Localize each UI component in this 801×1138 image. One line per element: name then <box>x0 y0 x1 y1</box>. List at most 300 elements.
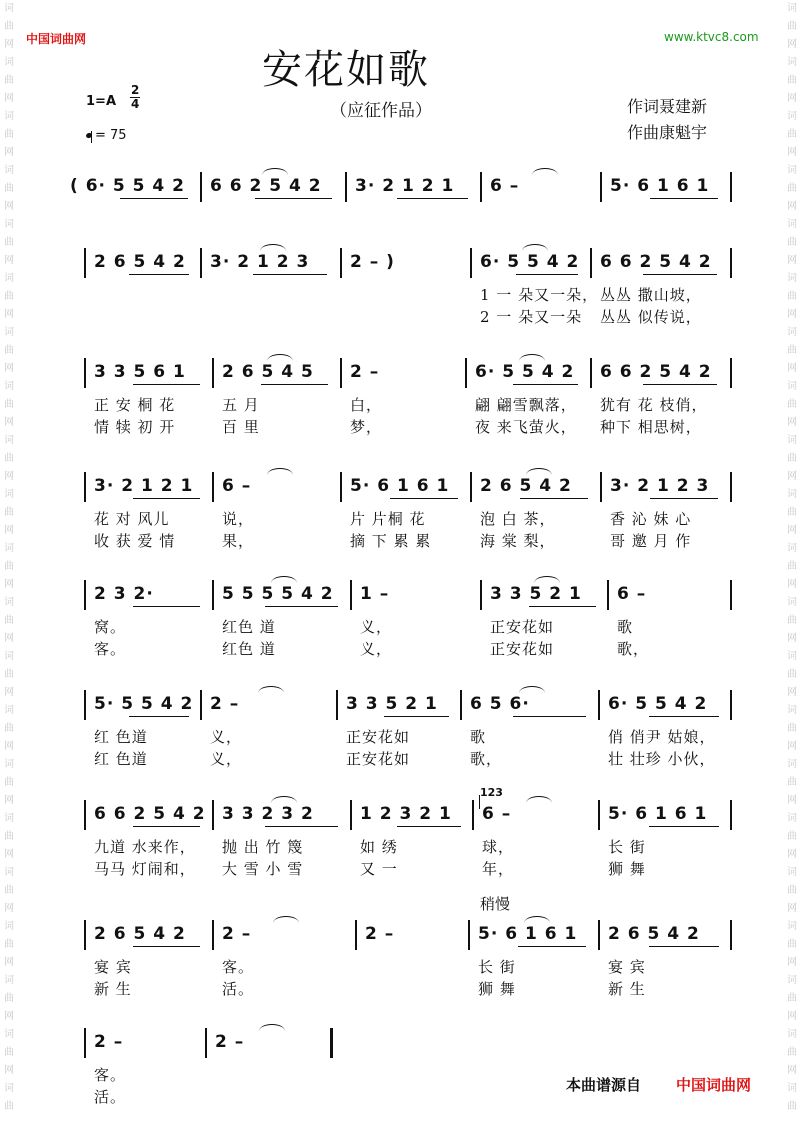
barline <box>480 172 482 202</box>
barline <box>200 248 202 278</box>
lyric-verse-2: 大 雪 小 雪 <box>222 860 304 878</box>
watermark-char: 网 <box>4 525 14 536</box>
watermark-char: 曲 <box>4 399 14 410</box>
slur-mark <box>260 244 286 251</box>
watermark-char: 网 <box>4 741 14 752</box>
watermark-char: 网 <box>4 417 14 428</box>
watermark-char: 词 <box>787 3 797 14</box>
slur-mark <box>259 1024 285 1031</box>
barline <box>730 248 732 278</box>
watermark-char: 词 <box>4 1029 14 1040</box>
watermark-char: 词 <box>787 759 797 770</box>
watermark-char: 词 <box>4 597 14 608</box>
barline <box>598 800 600 830</box>
watermark-char: 词 <box>787 273 797 284</box>
beam-underline <box>133 384 200 385</box>
lyric-verse-2: 红 色道 <box>94 750 148 768</box>
watermark-char: 词 <box>4 57 14 68</box>
beam-underline <box>255 198 332 199</box>
lyric-verse-2: 活。 <box>222 980 255 998</box>
beam-underline <box>516 274 578 275</box>
measure-notes: 6 6 2 5 4 2 <box>600 362 712 382</box>
barline <box>84 800 86 830</box>
watermark-char: 词 <box>4 759 14 770</box>
watermark-char: 词 <box>787 165 797 176</box>
barline <box>600 172 602 202</box>
source-site-link[interactable]: 中国词曲网 <box>676 1076 752 1094</box>
watermark-char: 曲 <box>4 291 14 302</box>
measure-notes: 2 6 5 4 2 <box>480 476 572 496</box>
lyric-verse-2: 壮 壮珍 小伙， <box>608 750 716 768</box>
beam-underline <box>649 826 719 827</box>
watermark-char: 网 <box>787 39 797 50</box>
measure-notes: 6 6 2 5 4 2 <box>94 804 206 824</box>
lyric-verse-2: 梦， <box>350 418 383 436</box>
slur-mark <box>519 686 545 693</box>
measure-notes: 6 – <box>490 176 520 196</box>
barline <box>212 920 214 950</box>
lyric-verse-1: 香 沁 妹 心 <box>610 510 692 528</box>
measure-notes: 3 3 2 3 2 <box>222 804 314 824</box>
lyric-verse-2: 摘 下 累 累 <box>350 532 432 550</box>
lyric-verse-1: 宴 宾 <box>608 958 646 976</box>
time-signature <box>130 84 140 111</box>
watermark-char: 网 <box>4 849 14 860</box>
measure-notes: 3· 2 1 2 1 <box>94 476 194 496</box>
lyric-verse-1: 五 月 <box>222 396 260 414</box>
watermark-char: 网 <box>4 795 14 806</box>
watermark-char: 曲 <box>787 507 797 518</box>
watermark-char: 曲 <box>4 453 14 464</box>
watermark-char: 网 <box>787 579 797 590</box>
time-signature-denominator: 4 <box>131 97 140 111</box>
watermark-char: 曲 <box>787 939 797 950</box>
watermark-char: 曲 <box>787 993 797 1004</box>
lyric-verse-2: 狮 舞 <box>608 860 646 878</box>
measure-notes: 6· 5 5 4 2 <box>480 252 580 272</box>
lyric-verse-1: 抛 出 竹 篾 <box>222 838 304 856</box>
slur-mark <box>526 468 552 475</box>
watermark-char: 曲 <box>4 507 14 518</box>
watermark-char: 曲 <box>4 831 14 842</box>
watermark-char: 曲 <box>4 993 14 1004</box>
barline <box>598 920 600 950</box>
measure-notes: 2 – <box>365 924 395 944</box>
watermark-char: 词 <box>4 975 14 986</box>
measure-notes: 2 – <box>215 1032 245 1052</box>
watermark-char: 网 <box>787 1065 797 1076</box>
watermark-char: 曲 <box>787 885 797 896</box>
measure-notes: 1 2 3 2 1 <box>360 804 452 824</box>
watermark-char: 网 <box>4 363 14 374</box>
watermark-char: 网 <box>787 849 797 860</box>
measure-notes: 3 3 5 6 1 <box>94 362 186 382</box>
lyric-verse-2: 歌， <box>617 640 650 658</box>
barline <box>84 358 86 388</box>
watermark-char: 词 <box>4 921 14 932</box>
watermark-char: 网 <box>787 309 797 320</box>
measure-notes: 6 – <box>222 476 252 496</box>
beam-underline <box>129 274 189 275</box>
measure-notes: 2 6 5 4 2 <box>94 252 186 272</box>
site-url-right[interactable]: www.ktvc8.com <box>664 30 759 44</box>
lyric-verse-1: 歌 <box>617 618 634 636</box>
volta-ending-label: 123 <box>480 786 503 799</box>
beam-underline <box>384 716 449 717</box>
watermark-char: 网 <box>4 471 14 482</box>
beam-underline <box>643 384 717 385</box>
watermark-char: 网 <box>787 363 797 374</box>
watermark-char: 词 <box>4 381 14 392</box>
slur-mark <box>258 686 284 693</box>
watermark-char: 网 <box>787 1011 797 1022</box>
lyric-verse-1: 翩 翩雪飘落， <box>475 396 577 414</box>
watermark-char: 词 <box>787 867 797 878</box>
barline <box>468 920 470 950</box>
slur-mark <box>519 354 545 361</box>
site-name-left[interactable]: 中国词曲网 <box>26 32 87 46</box>
measure-notes: 5· 6 1 6 1 <box>478 924 578 944</box>
lyric-verse-1: 歌 <box>470 728 487 746</box>
measure-notes: 6 6 2 5 4 2 <box>600 252 712 272</box>
beam-underline <box>513 716 586 717</box>
barline <box>480 580 482 610</box>
staff-system <box>0 472 801 582</box>
beam-underline <box>253 274 327 275</box>
watermark-char: 曲 <box>787 831 797 842</box>
lyric-verse-2: 百 里 <box>222 418 260 436</box>
lyric-verse-1: 说， <box>222 510 255 528</box>
barline <box>730 172 732 202</box>
measure-notes: 2 6 5 4 2 <box>608 924 700 944</box>
watermark-char: 词 <box>4 165 14 176</box>
watermark-char: 曲 <box>4 183 14 194</box>
lyric-verse-1: 长 街 <box>478 958 516 976</box>
lyric-verse-2: 狮 舞 <box>478 980 516 998</box>
slur-mark <box>273 916 299 923</box>
barline <box>350 580 352 610</box>
watermark-char: 网 <box>787 957 797 968</box>
barline <box>200 172 202 202</box>
watermark-char: 网 <box>4 1011 14 1022</box>
lyric-verse-1: 白， <box>350 396 383 414</box>
slur-mark <box>524 916 550 923</box>
measure-notes: 5· 6 1 6 1 <box>350 476 450 496</box>
watermark-char: 网 <box>787 417 797 428</box>
measure-notes: 5· 5 5 4 2 <box>94 694 194 714</box>
watermark-char: 网 <box>787 741 797 752</box>
tempo-marking <box>86 128 127 143</box>
barline <box>600 472 602 502</box>
barline <box>730 580 732 610</box>
watermark-char: 曲 <box>4 777 14 788</box>
watermark-char: 网 <box>787 525 797 536</box>
barline <box>350 800 352 830</box>
lyric-verse-1: 九道 水来作， <box>94 838 196 856</box>
watermark-char: 词 <box>4 813 14 824</box>
lyric-verse-1: 客。 <box>94 1066 127 1084</box>
watermark-char: 词 <box>4 435 14 446</box>
barline <box>730 690 732 720</box>
watermark-char: 曲 <box>787 291 797 302</box>
watermark-char: 网 <box>787 201 797 212</box>
watermark-char: 网 <box>4 903 14 914</box>
lyric-verse-2: 夜 来飞萤火， <box>475 418 577 436</box>
lyric-verse-1: 片 片桐 花 <box>350 510 426 528</box>
measure-notes: ( 6· 5 5 4 2 <box>70 176 185 196</box>
staff-system <box>0 920 801 1030</box>
lyric-verse-2: 果， <box>222 532 255 550</box>
watermark-char: 曲 <box>787 723 797 734</box>
staff-system <box>0 580 801 690</box>
watermark-char: 词 <box>4 219 14 230</box>
barline <box>212 800 214 830</box>
measure-notes: 2 – <box>210 694 240 714</box>
watermark-char: 曲 <box>787 399 797 410</box>
barline <box>84 580 86 610</box>
slur-mark <box>267 468 293 475</box>
watermark-char: 词 <box>787 543 797 554</box>
slur-mark <box>532 168 558 175</box>
barline <box>730 358 732 388</box>
lyric-verse-2: 年， <box>482 860 515 878</box>
barline <box>730 472 732 502</box>
lyric-verse-1: 1 一 朵又一朵， <box>480 286 599 304</box>
beam-underline <box>390 498 458 499</box>
lyric-verse-1: 犹有 花 枝俏， <box>600 396 708 414</box>
slur-mark <box>534 576 560 583</box>
measure-notes: 3 3 5 2 1 <box>490 584 582 604</box>
watermark-char: 词 <box>4 111 14 122</box>
watermark-char: 网 <box>787 147 797 158</box>
watermark-char: 曲 <box>4 129 14 140</box>
lyric-verse-1: 客。 <box>222 958 255 976</box>
watermark-char: 曲 <box>787 183 797 194</box>
barline <box>84 690 86 720</box>
measure-notes: 2 – <box>350 362 380 382</box>
watermark-char: 曲 <box>4 75 14 86</box>
watermark-char: 词 <box>787 111 797 122</box>
watermark-char: 曲 <box>787 561 797 572</box>
barline <box>212 580 214 610</box>
measure-notes: 5· 6 1 6 1 <box>608 804 708 824</box>
watermark-char: 网 <box>4 687 14 698</box>
barline <box>598 690 600 720</box>
lyric-verse-1: 窝。 <box>94 618 127 636</box>
slur-mark <box>526 796 552 803</box>
watermark-char: 网 <box>787 795 797 806</box>
measure-notes: 5· 6 1 6 1 <box>610 176 710 196</box>
watermark-char: 网 <box>4 633 14 644</box>
beam-underline <box>649 716 719 717</box>
barline <box>340 248 342 278</box>
staff-system <box>0 786 801 910</box>
watermark-char: 网 <box>4 93 14 104</box>
lyricist-credit: 作词聂建新 <box>627 97 708 116</box>
beam-underline <box>643 274 717 275</box>
beam-underline <box>650 198 718 199</box>
barline <box>330 1028 333 1058</box>
beam-underline <box>397 198 468 199</box>
watermark-char: 网 <box>4 957 14 968</box>
tempo-value: = 75 <box>95 128 127 143</box>
lyric-verse-2: 客。 <box>94 640 127 658</box>
barline <box>470 248 472 278</box>
barline <box>84 920 86 950</box>
beam-underline <box>261 384 328 385</box>
watermark-char: 网 <box>4 255 14 266</box>
measure-notes: 6 5 6· <box>470 694 530 714</box>
slur-mark <box>262 168 288 175</box>
measure-notes: 6· 5 5 4 2 <box>475 362 575 382</box>
time-signature-numerator: 2 <box>131 83 140 97</box>
beam-underline <box>397 826 461 827</box>
watermark-char: 网 <box>4 1065 14 1076</box>
measure-notes: 2 6 5 4 5 <box>222 362 314 382</box>
barline <box>472 800 474 830</box>
watermark-char: 曲 <box>4 885 14 896</box>
watermark-char: 词 <box>787 327 797 338</box>
lyric-verse-2: 种下 相思树， <box>600 418 702 436</box>
watermark-char: 词 <box>4 651 14 662</box>
watermark-char: 词 <box>4 273 14 284</box>
watermark-char: 词 <box>787 651 797 662</box>
lyric-verse-2: 义， <box>360 640 393 658</box>
lyric-verse-2: 海 棠 梨， <box>480 532 556 550</box>
beam-underline <box>133 826 200 827</box>
watermark-char: 曲 <box>4 345 14 356</box>
key-signature: 1=A <box>86 94 116 109</box>
barline <box>460 690 462 720</box>
watermark-char: 曲 <box>787 615 797 626</box>
watermark-char: 词 <box>787 219 797 230</box>
slur-mark <box>271 796 297 803</box>
watermark-char: 曲 <box>787 345 797 356</box>
measure-notes: 3· 2 1 2 1 <box>355 176 455 196</box>
barline <box>340 358 342 388</box>
watermark-char: 曲 <box>4 1101 14 1112</box>
slur-mark <box>267 354 293 361</box>
watermark-char: 网 <box>787 687 797 698</box>
lyric-verse-2: 情 犊 初 开 <box>94 418 176 436</box>
watermark-char: 网 <box>787 471 797 482</box>
lyric-verse-2: 又 一 <box>360 860 398 878</box>
measure-notes: 3 3 5 2 1 <box>346 694 438 714</box>
barline <box>345 172 347 202</box>
barline <box>340 472 342 502</box>
beam-underline <box>520 498 588 499</box>
measure-notes: 6· 5 5 4 2 <box>608 694 708 714</box>
lyric-verse-2: 收 获 爱 情 <box>94 532 176 550</box>
barline <box>212 358 214 388</box>
barline <box>336 690 338 720</box>
lyric-verse-1: 泡 白 茶， <box>480 510 556 528</box>
watermark-char: 词 <box>787 57 797 68</box>
watermark-char: 曲 <box>787 129 797 140</box>
lyric-verse-1: 义， <box>210 728 243 746</box>
watermark-char: 曲 <box>4 723 14 734</box>
barline <box>84 248 86 278</box>
beam-underline <box>649 946 719 947</box>
watermark-char: 曲 <box>4 669 14 680</box>
song-subtitle: （应征作品） <box>330 101 432 121</box>
watermark-char: 词 <box>787 813 797 824</box>
measure-notes: 2 6 5 4 2 <box>94 924 186 944</box>
lyric-verse-1: 义， <box>360 618 393 636</box>
watermark-char: 词 <box>787 705 797 716</box>
beam-underline <box>133 498 200 499</box>
lyric-verse-1: 正安花如 <box>346 728 411 746</box>
barline <box>607 580 609 610</box>
watermark-char: 曲 <box>787 669 797 680</box>
barline <box>355 920 357 950</box>
lyric-verse-2: 活。 <box>94 1088 127 1106</box>
barline <box>590 358 592 388</box>
watermark-char: 曲 <box>4 939 14 950</box>
watermark-char: 网 <box>4 309 14 320</box>
staff-system <box>0 248 801 358</box>
lyric-verse-1: 红 色道 <box>94 728 148 746</box>
measure-notes: 6 – <box>482 804 512 824</box>
watermark-char: 曲 <box>787 21 797 32</box>
song-title: 安花如歌 <box>262 47 430 93</box>
watermark-char: 曲 <box>787 453 797 464</box>
lyric-verse-2: 正安花如 <box>490 640 555 658</box>
barline <box>590 248 592 278</box>
barline <box>730 920 732 950</box>
beam-underline <box>265 826 338 827</box>
barline <box>470 472 472 502</box>
measure-notes: 3· 2 1 2 3 <box>610 476 710 496</box>
lyric-verse-2: 新 生 <box>608 980 646 998</box>
watermark-char: 词 <box>4 705 14 716</box>
watermark-char: 曲 <box>4 1047 14 1058</box>
composer-credit: 作曲康魁宇 <box>627 123 708 142</box>
watermark-char: 曲 <box>787 75 797 86</box>
beam-underline <box>120 198 188 199</box>
measure-notes: 2 3 2· <box>94 584 154 604</box>
beam-underline <box>650 498 718 499</box>
lyric-verse-1: 球， <box>482 838 515 856</box>
watermark-char: 网 <box>787 903 797 914</box>
watermark-char: 词 <box>4 543 14 554</box>
watermark-char: 曲 <box>4 237 14 248</box>
slur-mark <box>271 576 297 583</box>
barline <box>730 800 732 830</box>
lyric-verse-2: 义， <box>210 750 243 768</box>
lyric-verse-1: 红色 道 <box>222 618 276 636</box>
lyric-verse-1: 正安花如 <box>490 618 555 636</box>
watermark-char: 词 <box>4 327 14 338</box>
watermark-char: 网 <box>4 579 14 590</box>
beam-underline <box>133 946 200 947</box>
watermark-char: 词 <box>787 381 797 392</box>
watermark-char: 词 <box>4 3 14 14</box>
watermark-char: 网 <box>4 201 14 212</box>
barline <box>200 690 202 720</box>
measure-notes: 6 – <box>617 584 647 604</box>
lyric-verse-2: 哥 邀 月 作 <box>610 532 692 550</box>
watermark-char: 词 <box>787 975 797 986</box>
measure-notes: 3· 2 1 2 3 <box>210 252 310 272</box>
watermark-char: 曲 <box>787 237 797 248</box>
watermark-char: 网 <box>787 93 797 104</box>
lyric-verse-2: 2 一 朵又一朵 <box>480 308 583 326</box>
watermark-char: 词 <box>787 921 797 932</box>
tempo-slower-marking: 稍慢 <box>480 895 511 913</box>
measure-notes: 2 – <box>94 1032 124 1052</box>
barline <box>212 472 214 502</box>
